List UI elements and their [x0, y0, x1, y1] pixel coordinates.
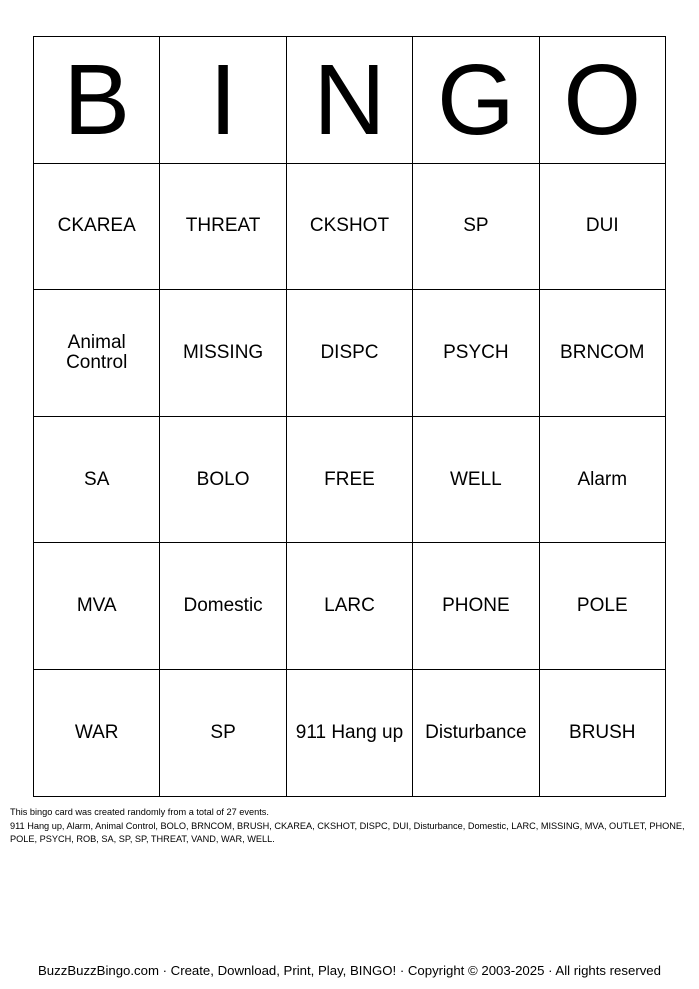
bingo-cell: PSYCH — [413, 290, 539, 417]
bingo-cell: Disturbance — [413, 669, 539, 796]
card-info-summary: This bingo card was created randomly from a total of 27 events. — [10, 807, 269, 817]
bingo-cell: CKSHOT — [286, 163, 412, 290]
card-row — [34, 416, 666, 543]
bingo-cell: SA — [34, 416, 160, 543]
bingo-cell: DUI — [539, 163, 665, 290]
bingo-cell: THREAT — [160, 163, 286, 290]
bingo-cell: 911 Hang up — [286, 669, 412, 796]
footer-copyright: BuzzBuzzBingo.com · Create, Download, Print, Play, BINGO! · Copyright © 2003-2025 · All rights reserved — [38, 963, 661, 978]
bingo-cell: BRUSH — [539, 669, 665, 796]
card-info — [10, 806, 690, 847]
bingo-cell: MVA — [34, 543, 160, 670]
header-row — [34, 37, 666, 164]
header-letter-g: G — [413, 37, 539, 164]
card-row — [34, 669, 666, 796]
bingo-cell: WELL — [413, 416, 539, 543]
bingo-cell: DISPC — [286, 290, 412, 417]
bingo-cell: CKAREA — [34, 163, 160, 290]
bingo-cell: Domestic — [160, 543, 286, 670]
bingo-cell: BOLO — [160, 416, 286, 543]
bingo-card — [33, 36, 666, 797]
bingo-cell: MISSING — [160, 290, 286, 417]
bingo-cell: PHONE — [413, 543, 539, 670]
bingo-cell: WAR — [34, 669, 160, 796]
card-row — [34, 163, 666, 290]
card-info-event-list: 911 Hang up, Alarm, Animal Control, BOLO, BRNCOM, BRUSH, CKAREA, CKSHOT, DISPC, DUI, Disturbance, Domestic, LARC, MISSING, MVA, OUTLET, PHONE, POLE, PSYCH, ROB, SA, SP, SP, THREAT, VAND, WAR, WELL. — [10, 820, 685, 844]
bingo-cell: LARC — [286, 543, 412, 670]
bingo-cell: SP — [160, 669, 286, 796]
header-letter-b: B — [34, 37, 160, 164]
card-row — [34, 543, 666, 670]
card-row — [34, 290, 666, 417]
header-letter-n: N — [286, 37, 412, 164]
bingo-cell: Animal Control — [34, 290, 160, 417]
bingo-cell: POLE — [539, 543, 665, 670]
header-letter-o: O — [539, 37, 665, 164]
bingo-cell: Alarm — [539, 416, 665, 543]
bingo-cell: BRNCOM — [539, 290, 665, 417]
bingo-cell: SP — [413, 163, 539, 290]
free-space-cell: FREE — [286, 416, 412, 543]
header-letter-i: I — [160, 37, 286, 164]
